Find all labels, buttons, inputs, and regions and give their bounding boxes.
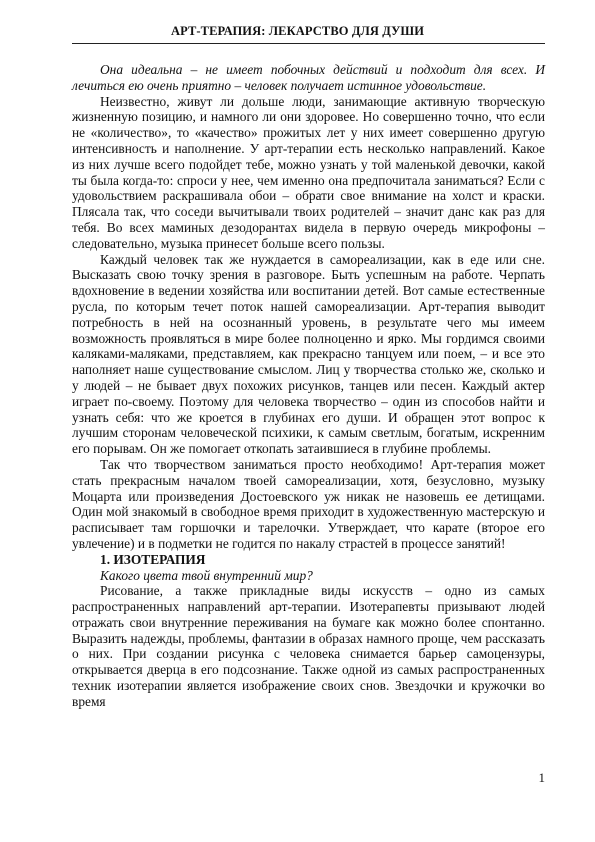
article-body	[72, 62, 545, 710]
body-paragraph: Так что творчеством заниматься просто необходимо! Арт-терапия может стать прекрасным началом твоей самореализации, хотя, безусловно, музыку Моцарта или произведения Достоевского уж никак не назовешь ее детищами. Один мой знакомый в свободное время приходит в художественную мастерскую и расписывает там горшочки и тарелочки. Утверждает, что карате (второе его увлечение) и в подметки не годится по накалу страстей в процессе занятий!	[72, 456, 545, 551]
section-subheading: Какого цвета твой внутренний мир?	[100, 567, 313, 583]
page-number: 1	[538, 770, 545, 785]
page-header-title: АРТ-ТЕРАПИЯ: ЛЕКАРСТВО ДЛЯ ДУШИ	[170, 24, 425, 38]
body-paragraph: Рисование, а также прикладные виды искусств – одно из самых распространенных направлений арт-терапии. Изотерапевты призывают людей отражать свои внутренние переживания на бумаге как можно более спонтанно. Выразить надежды, проблемы, фантазии в образах намного проще, чем рассказать о них. При создании рисунка с человека снимается барьер самоцензуры, открывается дверца в его подсознание. Также одной из самых распространенных техник изотерапии является изображение своих снов. Звездочки и кружочки во время	[72, 583, 545, 709]
section-heading: 1. ИЗОТЕРАПИЯ	[100, 551, 206, 567]
intro-paragraph: Она идеальна – не имеет побочных действий и подходит для всех. И лечиться ею очень приятно – человек получает истинное удовольствие.	[72, 62, 545, 93]
header-divider	[72, 43, 545, 44]
body-paragraph: Неизвестно, живут ли дольше люди, занимающие активную творческую жизненную позицию, и намного ли они здоровее. Но совершенно точно, что если не «количество», то «качество» прожитых лет у них имеет совершенно другую интенсивность и наполнение. У арт-терапии есть несколько направлений. Какое из них лучше всего подойдет тебе, можно узнать у той маленькой девочки, какой ты была когда-то: спроси у нее, чем именно она предпочитала заниматься? Если с удовольствием раскрашивала обои – обрати свое внимание на холст и краски. Плясала так, что соседи вычитывали твоих родителей – значит данс как раз для тебя. Во всех маминых дезодорантах видела в первую очередь микрофоны – следовательно, музыка принесет больше всего пользы.	[72, 93, 545, 251]
body-paragraph: Каждый человек так же нуждается в самореализации, как в еде или сне. Высказать свою точку зрения в разговоре. Быть успешным на работе. Черпать вдохновение в ведении хозяйства или воспитании детей. Вот самые естественные русла, по которым течет поток нашей самореализации. Арт-терапия выводит потребность в ней на осознанный уровень, в результате чего мы имеем возможность проявляться в мире более полноценно и ярко. Мы гордимся своими каляками-маляками, представляем, как прекрасно танцуем или поем, – и все это наполняет наше существование смыслом. Лиц у творчества столько же, сколько и у людей – не бывает двух похожих рисунков, танцев или песен. Каждый актер играет по-своему. Поэтому для человека творчество – один из способов найти и узнать себя: что же кроется в глубинах его души. И обращен этот вопрос к лучшим сторонам человеческой психики, к самым светлым, богатым, искренним его порывам. Он же помогает откопать затаившиеся в глубине проблемы.	[72, 251, 545, 457]
